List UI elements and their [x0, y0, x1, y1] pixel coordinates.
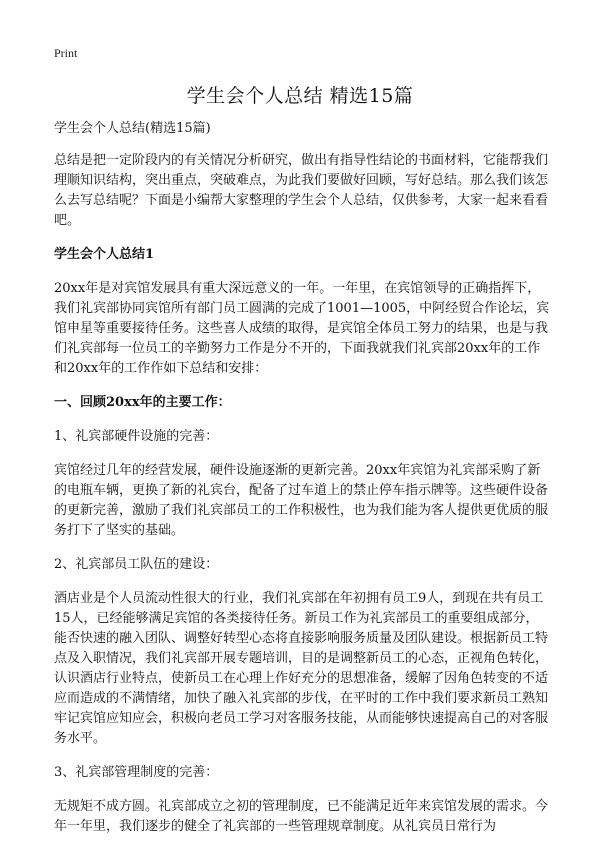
item-3-paragraph: 无规矩不成方圆。礼宾部成立之初的管理制度，已不能满足近年来宾馆发展的需求。今年一年里，我们逐步的健全了礼宾部的一些管理规章制度。从礼宾员日常行为 [54, 799, 549, 834]
document-body [54, 119, 550, 851]
print-label[interactable]: Print [54, 46, 78, 60]
item-1-paragraph: 宾馆经过几年的经营发展，硬件设施逐渐的更新完善。20xx年宾馆为礼宾部采购了新的电瓶车辆，更换了新的礼宾台，配备了过车道上的禁止停车指示牌等。这些硬件设备的更新完善，激励了我们礼宾部员工的工作积极性，也为我们能为客人提供更优质的服务打下了坚实的基础。 [54, 463, 549, 538]
intro-paragraph: 总结是把一定阶段内的有关情况分析研究，做出有指导性结论的书面材料，它能帮我们理顺知识结构，突出重点，突破难点，为此我们要做好回顾，写好总结。那么我们该怎么去写总结呢？下面是小编帮大家整理的学生会个人总结，仅供参考，大家一起来看看吧。 [54, 153, 549, 228]
section-review-heading: 一、回顾20xx年的主要工作： [54, 395, 231, 410]
summary-1-paragraph: 20xx年是对宾馆发展具有重大深远意义的一年。一年里，在宾馆领导的正确指挥下，我们礼宾部协同宾馆所有部门员工圆满的完成了1001—1005，中阿经贸合作论坛，宾馆申星等重要接待任务。这些喜人成绩的取得，是宾馆全体员工努力的结果，也是与我们礼宾部每一位员工的辛勤努力工作是分不开的，下面我就我们礼宾部20xx年的工作和20xx年的工作作如下总结和安排： [54, 281, 550, 376]
item-3-heading: 3、礼宾部管理制度的完善： [54, 765, 219, 780]
heading-summary-1: 学生会个人总结1 [54, 247, 155, 262]
item-2-heading: 2、礼宾部员工队伍的建设： [54, 557, 219, 572]
item-1-heading: 1、礼宾部硬件设施的完善： [54, 429, 219, 444]
item-2-paragraph: 酒店业是个人员流动性很大的行业，我们礼宾部在年初拥有员工9人，到现在共有员工15人，已经能够满足宾馆的各类接待任务。新员工作为礼宾部员工的重要组成部分，能否快速的融入团队、调整好转型心态将直接影响服务质量及团队建设。根据新员工特点及入职情况，我们礼宾部开展专题培训，目的是调整新员工的心态，正视角色转化，认识酒店行业特点，使新员工在心理上作好充分的思想准备，缓解了因角色转变的不适应而造成的不满情绪，加快了融入礼宾部的步伐，在平时的工作中我们要求新员工熟知牢记宾馆应知应会，积极向老员工学习对客服务技能，从而能够快速提高自己的对客服务水平。 [54, 591, 549, 746]
page-title: 学生会个人总结 精选15篇 [186, 85, 414, 107]
document-subtitle: 学生会个人总结(精选15篇) [54, 121, 211, 136]
